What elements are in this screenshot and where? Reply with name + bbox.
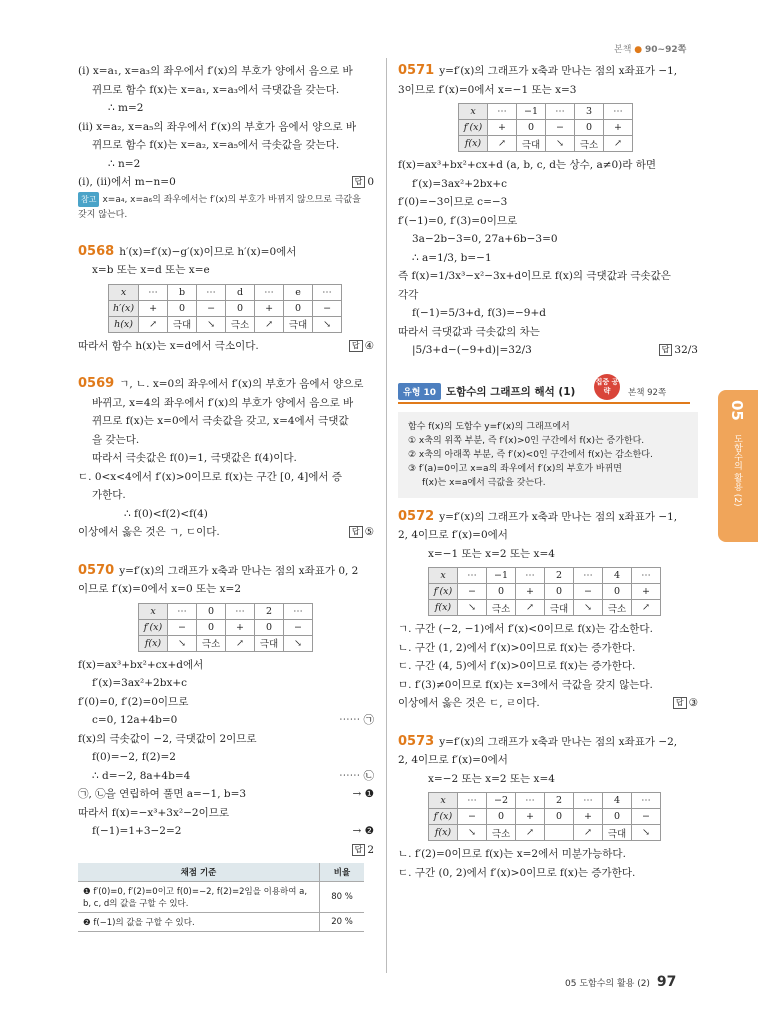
text-line: y=f′(x)의 그래프가 x축과 만나는 점의 x좌표가 −2,: [439, 735, 678, 748]
table-cell: ↗: [226, 635, 255, 651]
answer: [349, 337, 374, 356]
summary-line: 함수 f(x)의 도함수 y=f′(x)의 그래프에서: [408, 421, 570, 432]
table-cell: 극대: [168, 316, 197, 332]
table-cell: ↘: [458, 600, 487, 616]
table-cell: ↘: [632, 825, 661, 841]
table-row-header: f(x): [459, 136, 488, 152]
page-number: 97: [656, 974, 677, 990]
grading-table: [78, 863, 364, 932]
table-cell: ⋯: [168, 603, 197, 619]
table-cell: ⋯: [197, 284, 226, 300]
text-line: 2, 4이므로 f′(x)=0에서: [398, 754, 508, 766]
table-row-header: x: [109, 284, 139, 300]
table-row: [109, 300, 342, 316]
table-cell: ⋯: [255, 284, 284, 300]
table-cell: ↘: [168, 635, 197, 651]
table-cell: 0: [226, 300, 255, 316]
table-cell: ↘: [546, 136, 575, 152]
table-row: [139, 603, 313, 619]
table-cell: 0: [255, 619, 284, 635]
reference-label: 본책: [614, 45, 632, 55]
table-cell: +: [226, 619, 255, 635]
table-row-header: f′(x): [429, 584, 458, 600]
table-cell: +: [632, 584, 661, 600]
answer: [352, 173, 374, 192]
problem-number: 0573: [398, 733, 435, 749]
grade-header: 비율: [320, 863, 365, 882]
table-row: [109, 316, 342, 332]
table-cell: 4: [603, 568, 632, 584]
text-line: ∴ m=2: [108, 102, 144, 114]
text-line: f(x)=ax³+bx²+cx+d에서: [78, 658, 204, 671]
text-line: 즉 f(x)=1/3x³−x²−3x+d이므로 f(x)의 극댓값과 극솟값은: [398, 270, 671, 282]
table-cell: 극소: [226, 316, 255, 332]
text-line: x=−2 또는 x=2 또는 x=4: [428, 772, 555, 785]
table-cell: 2: [255, 603, 284, 619]
text-line: 따라서 f(x)=−x³+3x²−2이므로: [78, 806, 230, 819]
conclusion-text: 이상에서 옳은 것은 ㄷ, ㄹ이다.: [398, 697, 540, 709]
table-row-header: x: [429, 793, 458, 809]
table-cell: ↗: [604, 136, 633, 152]
table-cell: ⋯: [313, 284, 342, 300]
grade-criterion: ❶ f′(0)=0, f′(2)=0이고 f(0)=−2, f(2)=2임을 이용하여 a, b, c, d의 값을 구할 수 있다.: [78, 881, 320, 912]
table-cell: −1: [517, 104, 546, 120]
text-line: ∴ n=2: [108, 157, 141, 170]
answer-value: 0: [367, 176, 374, 188]
note-text: x=a₄, x=a₆의 좌우에서는 f′(x)의 부호가 바뀌지 않으므로 극값을: [102, 194, 361, 205]
type-reference: 본책 92쪽: [628, 387, 667, 398]
text-line: x=−1 또는 x=2 또는 x=4: [428, 547, 555, 560]
table-cell: 3: [575, 104, 604, 120]
answer-icon: 답: [659, 344, 673, 356]
text-line: 뀌므로 함수 f(x)는 x=a₂, x=a₅에서 극솟값을 갖는다.: [92, 139, 340, 151]
table-row-header: h′(x): [109, 300, 139, 316]
table-row-header: f′(x): [139, 619, 168, 635]
text-line: ∴ f(0)<f(2)<f(4): [124, 507, 208, 520]
equation: ㉠, ㉡을 연립하여 풀면 a=−1, b=3: [78, 788, 247, 800]
table-cell: 극대: [603, 825, 632, 841]
text-line: ㄷ. 구간 (0, 2)에서 f′(x)>0이므로 f(x)는 증가한다.: [398, 866, 636, 879]
text-line: ㄷ. 구간 (4, 5)에서 f′(x)>0이므로 f(x)는 증가한다.: [398, 660, 636, 672]
conclusion-text: 따라서 함수 h(x)는 x=d에서 극소이다.: [78, 339, 259, 352]
text-line: f(x)=ax³+bx²+cx+d (a, b, c, d는 상수, a≠0)라 하면: [398, 159, 657, 171]
answer-icon: 답: [349, 340, 363, 352]
text-line: [78, 523, 374, 542]
table-cell: ⋯: [488, 104, 517, 120]
table-cell: −: [168, 619, 197, 635]
table-row: [429, 825, 661, 841]
text-line: [78, 841, 374, 857]
answer: [673, 694, 698, 713]
answer-icon: 답: [352, 844, 366, 856]
summary-line: ① x축의 위쪽 부분, 즉 f′(x)>0인 구간에서 f(x)는 증가한다.: [408, 435, 645, 446]
text-line: 따라서 극댓값과 극솟값의 차는: [398, 325, 540, 338]
text-line: ㄴ. 구간 (1, 2)에서 f′(x)>0이므로 f(x)는 증가한다.: [398, 641, 636, 654]
table-cell: 0: [197, 603, 226, 619]
problem-0571: [398, 62, 698, 81]
grade-criterion: ❷ f(−1)의 값을 구할 수 있다.: [78, 912, 320, 931]
table-cell: +: [139, 300, 168, 316]
table-cell: −: [197, 300, 226, 316]
table-cell: ⋯: [516, 568, 545, 584]
table-cell: 4: [603, 793, 632, 809]
equation: f(−1)=1+3−2=2: [92, 825, 182, 837]
table-row: [429, 793, 661, 809]
text-line: ㅁ. f′(3)≠0이므로 f(x)는 x=3에서 극값을 갖지 않는다.: [398, 678, 653, 691]
text-line: [78, 173, 374, 192]
table-cell: ↗: [516, 600, 545, 616]
table-row: [109, 284, 342, 300]
chapter-tab: [718, 390, 758, 542]
table-cell: −: [546, 120, 575, 136]
table-cell: 0: [517, 120, 546, 136]
table-cell: 극소: [487, 600, 516, 616]
problem-0570: [78, 562, 374, 581]
table-row-header: f′(x): [429, 809, 458, 825]
table-cell: −: [632, 809, 661, 825]
text-line: ㄱ. 구간 (−2, −1)에서 f′(x)<0이므로 f(x)는 감소한다.: [398, 623, 653, 635]
text-line: 가한다.: [92, 489, 126, 501]
table-cell: 0: [603, 584, 632, 600]
summary-box: [398, 412, 698, 498]
table-cell: 0: [575, 120, 604, 136]
variation-table: [108, 284, 342, 333]
table-cell: +: [255, 300, 284, 316]
table-cell: ⋯: [458, 568, 487, 584]
problem-number: 0572: [398, 508, 435, 524]
answer-value: 32/3: [674, 344, 698, 356]
table-row: [459, 120, 633, 136]
footer-title: 05 도함수의 활용 (2): [565, 979, 650, 989]
answer: [349, 523, 374, 542]
variation-table: [428, 792, 661, 841]
table-cell: 극대: [545, 600, 574, 616]
table-cell: 0: [545, 809, 574, 825]
table-cell: 극소: [603, 600, 632, 616]
text-line: f′(x)=3ax²+2bx+c: [412, 177, 508, 190]
table-cell: 극소: [487, 825, 516, 841]
focus-badge: 집중 공략: [594, 374, 620, 400]
problem-number: 0571: [398, 63, 435, 78]
text-line: y=f′(x)의 그래프가 x축과 만나는 점의 x좌표가 0, 2: [119, 564, 359, 577]
table-cell: ↗: [139, 316, 168, 332]
text-line: ∴ a=1/3, b=−1: [412, 251, 492, 264]
text-line: 따라서 극솟값은 f(0)=1, 극댓값은 f(4)이다.: [92, 452, 297, 464]
table-cell: ⋯: [574, 793, 603, 809]
type-tag: 유형 10: [398, 383, 441, 400]
table-cell: +: [574, 809, 603, 825]
table-row-header: x: [429, 568, 458, 584]
table-cell: ⋯: [604, 104, 633, 120]
answer-icon: 답: [352, 176, 366, 188]
text-line: 뀌므로 함수 f(x)는 x=a₁, x=a₃에서 극댓값을 갖는다.: [92, 83, 340, 96]
text-line: f′(0)=0, f′(2)=0이므로: [78, 695, 189, 708]
text-line: [78, 767, 374, 786]
table-cell: −: [574, 584, 603, 600]
step-marker: → ❶: [352, 788, 374, 800]
table-cell: ↗: [574, 825, 603, 841]
table-cell: d: [226, 284, 255, 300]
text-line: (ⅱ) x=a₂, x=a₅의 좌우에서 f′(x)의 부호가 음에서 양으로 바: [78, 120, 356, 133]
table-cell: 극소: [575, 136, 604, 152]
problem-0573: [398, 733, 698, 752]
problem-number: 0569: [78, 376, 115, 391]
table-cell: ↘: [313, 316, 342, 332]
column-divider: [386, 58, 387, 973]
answer: [659, 341, 698, 360]
table-cell: ⋯: [516, 793, 545, 809]
answer: [352, 841, 374, 860]
table-cell: ↗: [516, 825, 545, 841]
text-line: 2, 4이므로 f′(x)=0에서: [398, 529, 508, 541]
table-cell: 0: [197, 619, 226, 635]
text-line: x=b 또는 x=d 또는 x=e: [92, 264, 210, 276]
text-line: 뀌므로 f(x)는 x=0에서 극솟값을 갖고, x=4에서 극댓값: [92, 415, 349, 427]
grade-ratio: 80 %: [320, 881, 365, 912]
table-cell: 0: [603, 809, 632, 825]
answer-value: ③: [688, 697, 698, 709]
equation-mark: ⋯⋯ ㉠: [339, 714, 374, 726]
table-row-header: f(x): [429, 825, 458, 841]
type-header: [398, 377, 698, 404]
text-line: 바뀌고, x=4의 좌우에서 f′(x)의 부호가 양에서 음으로 바: [92, 396, 354, 409]
page-footer: [565, 974, 676, 990]
grade-header: 채점 기준: [78, 863, 320, 882]
text-line: [398, 694, 698, 713]
step-marker: → ❷: [352, 825, 374, 837]
table-cell: ⋯: [546, 104, 575, 120]
table-cell: ⋯: [284, 603, 313, 619]
table-row: [139, 619, 313, 635]
table-cell: b: [168, 284, 197, 300]
table-cell: 0: [545, 584, 574, 600]
table-cell: −: [458, 584, 487, 600]
chapter-number: 05: [728, 400, 746, 421]
table-row: [139, 635, 313, 651]
answer-value: ④: [364, 339, 374, 352]
text-line: ㄴ. f′(2)=0이므로 f(x)는 x=2에서 미분가능하다.: [398, 848, 626, 860]
problem-number: 0570: [78, 562, 115, 578]
table-row-header: x: [139, 603, 168, 619]
variation-table: [428, 567, 661, 616]
table-cell: e: [284, 284, 313, 300]
equation-mark: ⋯⋯ ㉡: [339, 769, 374, 782]
text-line: [78, 337, 374, 356]
table-cell: +: [604, 120, 633, 136]
table-cell: ↗: [488, 136, 517, 152]
text-line: 3a−2b−3=0, 27a+6b−3=0: [412, 233, 558, 245]
problem-0568: [78, 243, 374, 262]
note: [78, 192, 374, 223]
text-line: f(0)=−2, f(2)=2: [92, 751, 176, 763]
text-line: h′(x)=f′(x)−g′(x)이므로 h′(x)=0에서: [119, 245, 297, 258]
type-name: 도함수의 그래프의 해석 (1): [446, 385, 576, 398]
table-cell: +: [516, 809, 545, 825]
note-label: 참고: [78, 192, 99, 207]
text-line: 각각: [398, 288, 419, 301]
summary-line: ② x축의 아래쪽 부분, 즉 f′(x)<0인 구간에서 f(x)는 감소한다.: [408, 449, 653, 460]
table-row-header: f(x): [429, 600, 458, 616]
left-column: [78, 62, 374, 932]
table-cell: −2: [487, 793, 516, 809]
table-row-header: x: [459, 104, 488, 120]
table-cell: [545, 825, 574, 841]
table-cell: 2: [545, 568, 574, 584]
text-line: f(−1)=5/3+d, f(3)=−9+d: [412, 307, 547, 319]
table-cell: 0: [284, 300, 313, 316]
summary-line: f(x)는 x=a에서 극값을 갖는다.: [422, 477, 546, 488]
table-row-header: h(x): [109, 316, 139, 332]
table-cell: ↗: [632, 600, 661, 616]
answer-icon: 답: [673, 697, 687, 709]
table-cell: −: [458, 809, 487, 825]
text-line: y=f′(x)의 그래프가 x축과 만나는 점의 x좌표가 −1,: [439, 65, 678, 77]
book-reference: [614, 42, 686, 55]
table-cell: ⋯: [574, 568, 603, 584]
table-cell: 0: [168, 300, 197, 316]
table-cell: ↘: [284, 635, 313, 651]
text-line: f′(0)=−3이므로 c=−3: [398, 196, 508, 208]
text-line: [398, 341, 698, 360]
table-cell: ⋯: [632, 568, 661, 584]
table-row: [429, 809, 661, 825]
table-cell: 극대: [517, 136, 546, 152]
equation: |5/3+d−(−9+d)|=32/3: [412, 344, 532, 356]
bullet-icon: ●: [634, 45, 643, 55]
problem-0569: [78, 375, 374, 394]
note-text: 갖지 않는다.: [78, 209, 128, 220]
problem-0572: [398, 508, 698, 527]
problem-number: 0568: [78, 243, 115, 259]
text-line: f′(x)=3ax²+2bx+c: [92, 677, 188, 689]
answer-value: ⑤: [364, 526, 374, 538]
text-line: 을 갖는다.: [92, 433, 140, 446]
table-row-header: f(x): [139, 635, 168, 651]
equation: c=0, 12a+4b=0: [92, 714, 178, 726]
variation-table: [458, 103, 633, 152]
table-cell: ⋯: [139, 284, 168, 300]
table-cell: ↘: [197, 316, 226, 332]
table-cell: ↗: [255, 316, 284, 332]
table-cell: ↘: [574, 600, 603, 616]
variation-table: [138, 603, 313, 652]
text-line: [78, 822, 374, 841]
table-row: [429, 584, 661, 600]
table-cell: −1: [487, 568, 516, 584]
text-line: ㄱ, ㄴ. x=0의 좌우에서 f′(x)의 부호가 음에서 양으로: [119, 378, 364, 390]
table-cell: +: [516, 584, 545, 600]
result-text: (ⅰ), (ⅱ)에서 m−n=0: [78, 176, 176, 188]
text-line: 3이므로 f′(x)=0에서 x=−1 또는 x=3: [398, 83, 577, 96]
table-cell: 극대: [255, 635, 284, 651]
table-cell: 극소: [197, 635, 226, 651]
table-cell: 극대: [284, 316, 313, 332]
table-cell: ↘: [458, 825, 487, 841]
table-cell: 0: [487, 809, 516, 825]
table-row: [459, 136, 633, 152]
text-line: [78, 711, 374, 730]
table-cell: ⋯: [226, 603, 255, 619]
table-cell: −: [284, 619, 313, 635]
answer-icon: 답: [349, 526, 363, 538]
table-row-header: f′(x): [459, 120, 488, 136]
text-line: [78, 785, 374, 804]
chapter-title: 도함수의 활용 (2): [732, 434, 742, 507]
reference-pages: 90~92쪽: [645, 45, 687, 55]
text-line: f(x)의 극솟값이 −2, 극댓값이 2이므로: [78, 732, 257, 745]
answer-value: 2: [367, 843, 374, 856]
table-cell: 2: [545, 793, 574, 809]
text-line: y=f′(x)의 그래프가 x축과 만나는 점의 x좌표가 −1,: [439, 510, 678, 523]
table-row: [429, 568, 661, 584]
grade-ratio: 20 %: [320, 912, 365, 931]
conclusion-text: 이상에서 옳은 것은 ㄱ, ㄷ이다.: [78, 526, 220, 538]
table-cell: +: [488, 120, 517, 136]
text-line: f′(−1)=0, f′(3)=0이므로: [398, 214, 518, 227]
text-line: ㄷ. 0<x<4에서 f′(x)>0이므로 f(x)는 구간 [0, 4]에서 증: [78, 470, 343, 483]
text-line: 이므로 f′(x)=0에서 x=0 또는 x=2: [78, 583, 242, 595]
table-cell: ⋯: [632, 793, 661, 809]
right-column: [398, 62, 698, 882]
table-cell: −: [313, 300, 342, 316]
table-cell: ⋯: [458, 793, 487, 809]
table-row: [459, 104, 633, 120]
text-line: (ⅰ) x=a₁, x=a₃의 좌우에서 f′(x)의 부호가 양에서 음으로 바: [78, 65, 353, 77]
table-row: [429, 600, 661, 616]
table-cell: 0: [487, 584, 516, 600]
equation: ∴ d=−2, 8a+4b=4: [92, 769, 191, 782]
summary-line: ③ f′(a)=0이고 x=a의 좌우에서 f′(x)의 부호가 바뀌면: [408, 463, 622, 474]
